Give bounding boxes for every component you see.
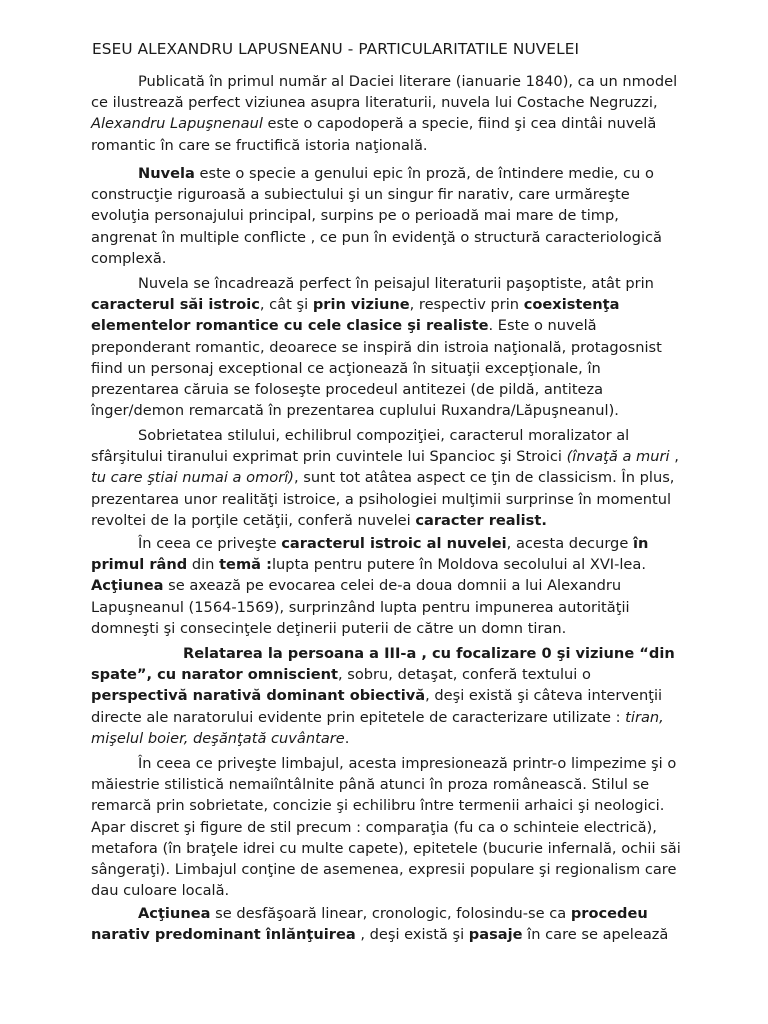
text-line: [91, 358, 711, 379]
text-line: [91, 184, 711, 205]
text-line: [91, 753, 711, 774]
paragraph: [91, 163, 711, 269]
text-line: [91, 425, 711, 446]
text-run: lupta pentru putere în Moldova secolului al XVI-lea.: [271, 556, 646, 574]
text-line: [91, 248, 711, 269]
bold-text: pasaje: [468, 926, 523, 944]
text-run: . Este o nuvelă: [488, 317, 597, 335]
text-line: [91, 71, 711, 92]
text-line: [91, 92, 711, 113]
paragraph: [91, 643, 711, 749]
text-line: [91, 227, 711, 248]
text-run: În ceea ce priveşte limbajul, acesta impresionează printr-o limpezime şi o: [138, 755, 677, 772]
text-run: în care se apelează: [522, 926, 669, 944]
text-run: fiind un personaj exceptional ce acţionează în situaţii excepţionale, în: [91, 359, 601, 377]
italic-text: (învaţă a muri: [566, 448, 670, 466]
text-line: [91, 510, 711, 531]
text-run: , cât şi: [259, 296, 313, 314]
italic-text: Alexandru Lapuşnenaul: [91, 115, 263, 133]
text-run: domneşti şi consecinţele deţinerii puterii de către un domn tiran.: [91, 619, 567, 637]
text-run: Publicată în primul număr al Daciei literare (ianuarie 1840), ca un nmodel: [138, 73, 678, 90]
text-line: [91, 294, 711, 315]
text-run: sângeraţi). Limbajul conţine de asemenea, expresii populare şi regionalism care: [91, 860, 677, 878]
text-run: se axează pe evocarea celei de-a doua domnii a lui Alexandru: [163, 577, 622, 595]
text-line: [91, 575, 711, 596]
bold-text: caracterul istroic al nuvelei: [281, 535, 507, 552]
text-line: [91, 618, 711, 639]
text-run: ce ilustrează perfect viziunea asupra literaturii, nuvela lui Costache Negruzzi,: [91, 94, 658, 112]
text-line: [91, 205, 711, 226]
text-run: se desfăşoară linear, cronologic, folosindu-se ca: [210, 905, 571, 922]
text-line: [91, 379, 711, 400]
text-line: [91, 113, 711, 134]
text-run: Lapuşneanul (1564-1569), surprinzând lupta pentru impunerea autorităţii: [91, 598, 630, 616]
bold-text: coexistenţa: [523, 296, 620, 314]
italic-text: tiran,: [625, 708, 664, 726]
text-run: romantic în care se fructifică istoria naţională.: [91, 136, 428, 154]
bold-text: narativ predominant înlănţuirea: [91, 926, 356, 944]
text-run: directe ale naratorului evidente prin epitetele de caracterizare utilizate :: [91, 708, 626, 726]
text-run: sfârşitului tiranului exprimat prin cuvintele lui Spancioc şi Stroici: [91, 448, 567, 466]
text-line: [91, 903, 711, 924]
text-line: [91, 337, 711, 358]
text-line: [91, 685, 711, 706]
text-run: , sobru, detaşat, conferă textului o: [337, 666, 591, 684]
text-run: măiestrie stilistică nemaiîntâlnite până atunci în proza românească. Stilul se: [91, 776, 650, 794]
bold-text: caracter realist.: [415, 511, 547, 529]
italic-text: tu care ştiai numai a omorî): [91, 469, 294, 487]
bold-text: spate”, cu narator omniscient: [91, 666, 338, 684]
text-run: dau culoare locală.: [91, 882, 230, 900]
bold-text: Relatarea la persoana a III-a , cu focalizare 0 şi viziune “din: [183, 645, 675, 662]
text-line: [91, 554, 711, 575]
text-run: este o specie a genului epic în proză, de întindere medie, cu o: [194, 165, 654, 182]
text-run: evoluţia personajului principal, surpins pe o perioadă mai mare de timp,: [91, 207, 619, 225]
text-line: [91, 643, 711, 664]
text-line: [91, 135, 711, 156]
bold-text: Acţiunea: [138, 905, 211, 922]
text-line: [91, 795, 711, 816]
text-run: este o capodoperă a specie, fiind şi cea dintâi nuvelă: [262, 115, 657, 133]
paragraph: [91, 753, 711, 901]
text-line: [91, 707, 711, 728]
text-line: [91, 315, 711, 336]
text-run: din: [187, 556, 220, 574]
text-line: [91, 489, 711, 510]
bold-text: în: [632, 535, 649, 552]
text-run: preponderant romantic, deoarece se inspiră din istroia naţională, protagosnist: [91, 338, 662, 356]
bold-text: elementelor romantice cu cele clasice şi realiste: [91, 317, 489, 335]
paragraph: [91, 425, 711, 531]
bold-text: Nuvela: [138, 165, 195, 182]
text-run: angrenat în multiple conflicte , ce pun în evidenţă o structură caracteriologică: [91, 228, 662, 246]
text-line: [91, 533, 711, 554]
text-run: complexă.: [91, 249, 167, 267]
text-line: [91, 774, 711, 795]
text-line: [91, 467, 711, 488]
text-line: [91, 880, 711, 901]
text-run: construcţie riguroasă a subiectului şi un singur fir narativ, care urmăreşte: [91, 186, 630, 204]
bold-text: prin viziune: [312, 296, 410, 314]
text-run: Sobrietatea stilului, echilibrul compoziţiei, caracterul moralizator al: [138, 427, 630, 444]
text-run: , respectiv prin: [409, 296, 524, 314]
text-run: , sunt tot atâtea aspect ce ţin de classicism. În plus,: [293, 469, 675, 487]
text-line: [91, 728, 711, 749]
text-run: remarcă prin sobrietate, concizie şi echilibru între termenii arhaici şi neologici.: [91, 797, 665, 815]
bold-text: Acţiunea: [91, 577, 164, 595]
bold-text: temă :: [219, 556, 272, 574]
text-line: [91, 400, 711, 421]
paragraph: [91, 903, 711, 945]
text-run: prezentarea unor realităţi istroice, a psihologiei mulţimii surprinse în momentul: [91, 490, 672, 508]
bold-text: caracterul săi istroic: [91, 296, 260, 314]
text-line: [91, 924, 711, 945]
text-line: [91, 664, 711, 685]
text-line: [91, 597, 711, 618]
text-line: [91, 817, 711, 838]
text-run: , deşi există şi: [355, 926, 469, 944]
paragraph: [91, 273, 711, 421]
text-run: ,: [669, 448, 679, 466]
text-run: În ceea ce priveşte: [138, 535, 282, 552]
italic-text: mişelul boier, deşănţată cuvântare: [91, 729, 345, 747]
text-run: Apar discret şi figure de stil precum : comparaţia (fu ca o schinteie electrică),: [91, 818, 657, 836]
text-run: Nuvela se încadrează perfect în peisajul literaturii paşoptiste, atât prin: [138, 275, 654, 292]
text-run: metafora (în braţele idrei cu multe capete), epitetele (bucurie infernală, ochii săi: [91, 839, 681, 857]
text-run: , deşi există şi câteva intervenţii: [425, 687, 663, 705]
bold-text: perspectivă narativă dominant obiectivă: [91, 687, 426, 705]
text-run: înger/demon remarcată în prezentarea cuplului Ruxandra/Lăpuşneanul).: [91, 402, 619, 420]
text-line: [91, 446, 711, 467]
paragraph: [91, 533, 711, 639]
text-line: [91, 163, 711, 184]
text-run: prezentarea căruia se foloseşte procedeul antitezei (de pildă, antiteza: [91, 380, 604, 398]
text-run: revoltei de la porţile cetăţii, conferă nuvelei: [91, 511, 416, 529]
document-title: ESEU ALEXANDRU LAPUSNEANU - PARTICULARITATILE NUVELEI: [92, 40, 580, 58]
text-line: [91, 859, 711, 880]
text-run: , acesta decurge: [506, 535, 633, 552]
bold-text: procedeu: [570, 905, 648, 922]
text-run: .: [344, 729, 350, 747]
bold-text: primul rând: [91, 556, 188, 574]
text-line: [91, 838, 711, 859]
paragraph: [91, 71, 711, 156]
text-line: [91, 273, 711, 294]
